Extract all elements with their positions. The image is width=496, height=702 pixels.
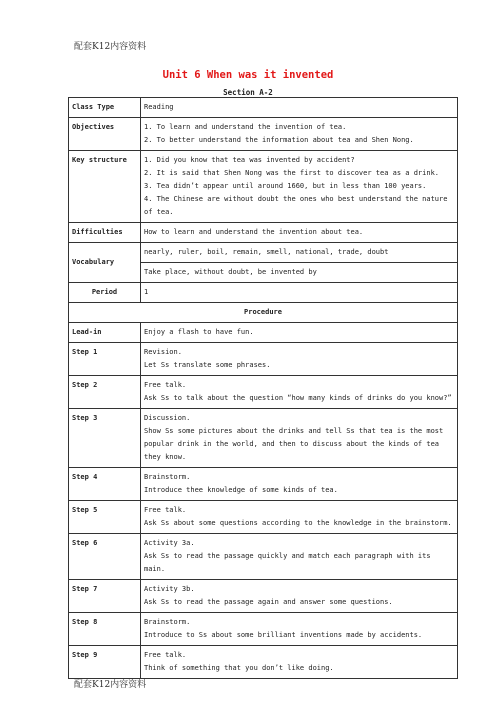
step-row [69,580,458,613]
vocabulary-label: Vocabulary [69,243,141,283]
class-type-value: Reading [141,98,458,118]
vocabulary-line: nearly, ruler, boil, remain, smell, national, trade, doubt [141,243,458,263]
row-procedure-heading [69,303,458,323]
row-key-structure [69,151,458,223]
step-row [69,343,458,376]
step-label: Step 3 [69,409,141,468]
step-line: Show Ss some pictures about the drinks and tell Ss that tea is the most popular drink in the world, and then to discuss about the kinds of tea they know. [144,427,444,461]
step-line: Ask Ss to read the passage quickly and match each paragraph with its main. [144,552,431,573]
step-line: Free talk. [144,651,187,659]
step-row [69,468,458,501]
objectives-label: Objectives [69,118,141,151]
step-line: Discussion. [144,414,191,422]
objective-line: 2. To better understand the information about tea and Shen Nong. [144,136,414,144]
step-line: Brainstorm. [144,618,191,626]
step-content [141,534,458,580]
step-label: Step 7 [69,580,141,613]
document-title: Unit 6 When was it invented [162,69,334,81]
step-content [141,409,458,468]
step-label: Step 5 [69,501,141,534]
class-type-label: Class Type [69,98,141,118]
step-label: Step 6 [69,534,141,580]
step-row [69,323,458,343]
lesson-plan-table [68,97,458,679]
step-content [141,323,458,343]
step-line: Brainstorm. [144,473,191,481]
step-line: Ask Ss to read the passage again and answer some questions. [144,598,393,606]
step-line: Think of something that you don’t like doing. [144,664,334,672]
step-row [69,534,458,580]
vocabulary-line: Take place, without doubt, be invented by [141,263,458,283]
step-row [69,376,458,409]
step-line: Ask Ss about some questions according to the knowledge in the brainstorm. [144,519,452,527]
key-structure-line: 2. It is said that Shen Nong was the first to discover tea as a drink. [144,169,440,177]
period-value: 1 [141,283,458,303]
step-row [69,613,458,646]
step-line: Activity 3b. [144,585,195,593]
difficulties-label: Difficulties [69,223,141,243]
difficulties-value: How to learn and understand the invention about tea. [141,223,458,243]
step-content [141,613,458,646]
page-header: 配套K12内容资料 [74,42,147,52]
period-label: Period [69,283,141,303]
step-row [69,501,458,534]
row-period [69,283,458,303]
step-row [69,409,458,468]
step-content [141,376,458,409]
key-structure-line: 1. Did you know that tea was invented by accident? [144,156,355,164]
step-content [141,580,458,613]
row-objectives [69,118,458,151]
step-label: Step 8 [69,613,141,646]
step-content [141,343,458,376]
objectives-value [141,118,458,151]
step-line: Free talk. [144,381,187,389]
step-line: Introduce thee knowledge of some kinds of tea. [144,486,338,494]
step-line: Ask Ss to talk about the question “how many kinds of drinks do you know?” [144,394,452,402]
step-label: Step 9 [69,646,141,679]
step-line: Free talk. [144,506,187,514]
step-content [141,646,458,679]
step-label: Step 1 [69,343,141,376]
row-difficulties [69,223,458,243]
procedure-heading: Procedure [69,303,458,323]
step-label: Step 4 [69,468,141,501]
step-content [141,501,458,534]
step-line: Let Ss translate some phrases. [144,361,271,369]
key-structure-value [141,151,458,223]
key-structure-line: 3. Tea didn’t appear until around 1660, but in less than 100 years. [144,182,427,190]
key-structure-line: 4. The Chinese are without doubt the ones who best understand the nature of tea. [144,195,448,216]
step-label: Lead-in [69,323,141,343]
page-footer: 配套K12内容资料 [74,680,147,690]
step-line: Revision. [144,348,182,356]
procedure-steps [69,323,458,679]
section-heading: Section A-2 [223,88,273,97]
step-line: Introduce to Ss about some brilliant inventions made by accidents. [144,631,423,639]
step-row [69,646,458,679]
row-vocabulary [69,243,458,263]
step-label: Step 2 [69,376,141,409]
step-line: Enjoy a flash to have fun. [144,328,254,336]
row-class-type [69,98,458,118]
objective-line: 1. To learn and understand the invention of tea. [144,123,347,131]
step-content [141,468,458,501]
key-structure-label: Key structure [69,151,141,223]
step-line: Activity 3a. [144,539,195,547]
